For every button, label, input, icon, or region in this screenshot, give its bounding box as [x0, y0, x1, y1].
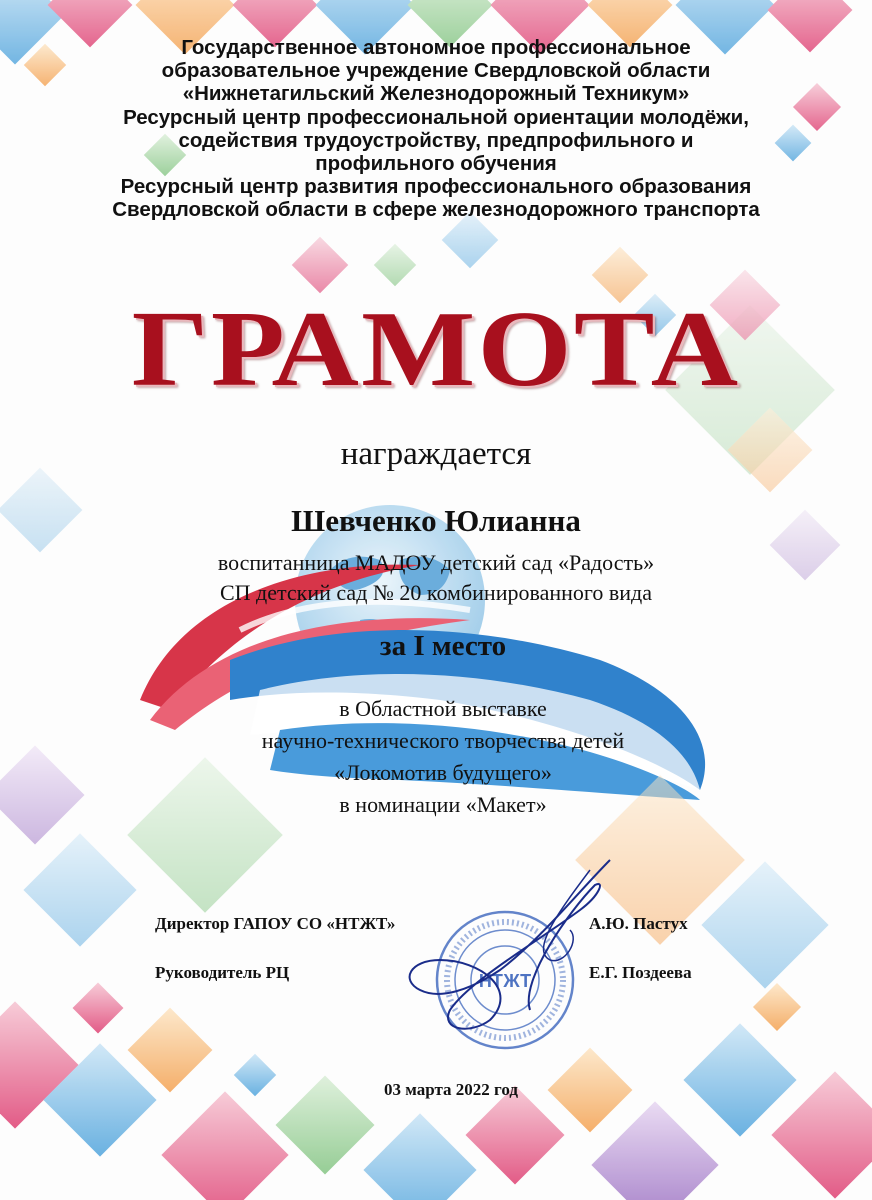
head-title: Руководитель РЦ	[155, 963, 290, 982]
director-name: А.Ю. Пастух	[589, 914, 688, 933]
head-name: Е.Г. Поздеева	[589, 963, 692, 982]
header-line: содействия трудоустройству, предпрофильного и	[178, 128, 694, 152]
event-line: в номинации «Макет»	[339, 792, 547, 817]
header-line: Государственное автономное профессиональное	[181, 36, 691, 59]
place-awarded: за I место	[379, 630, 507, 662]
awarded-text: награждается	[340, 436, 532, 472]
header-line: Ресурсный центр развития профессионального образования	[120, 175, 752, 199]
institution-header	[30, 36, 842, 222]
recipient-line: воспитанница МАДОУ детский сад «Радость»	[217, 550, 655, 575]
recipient-name: Шевченко Юлианна	[291, 503, 581, 538]
header-line: образовательное учреждение Свердловской области	[161, 59, 711, 83]
recipient-line: СП детский сад № 20 комбинированного вида	[220, 580, 652, 605]
event-line: научно-технического творчества детей	[261, 728, 625, 753]
issue-date: 03 марта 2022 год	[384, 1080, 518, 1099]
header-line: Ресурсный центр профессиональной ориентации молодёжи,	[123, 105, 749, 129]
event-line: в Областной выставке	[339, 696, 547, 721]
director-title: Директор ГАПОУ СО «НТЖТ»	[155, 914, 396, 933]
certificate-title: ГРАМОТА	[131, 290, 741, 409]
signature-mark	[380, 850, 640, 1050]
header-line: профильного обучения	[315, 152, 557, 176]
header-line: «Нижнетагильский Железнодорожный Техникум»	[182, 82, 690, 106]
event-line: «Локомотив будущего»	[334, 760, 552, 785]
stamp-center-text: НТЖТ	[478, 971, 532, 991]
header-line: Свердловской области в сфере железнодорожного транспорта	[112, 198, 760, 222]
